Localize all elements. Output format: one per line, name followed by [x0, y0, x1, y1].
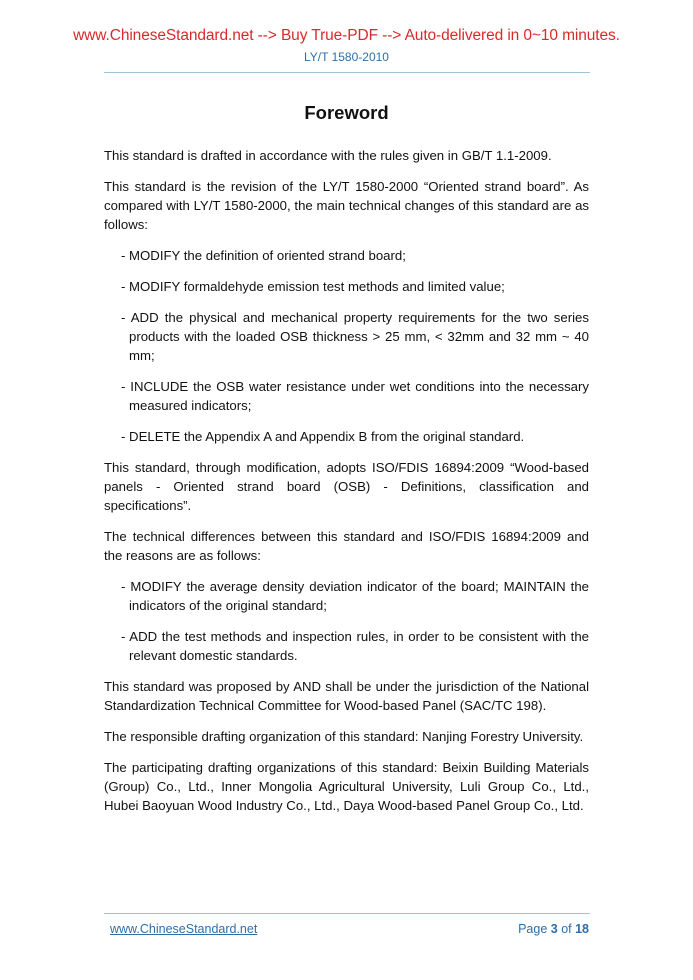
document-body: [104, 146, 589, 827]
paragraph-differences: The technical differences between this standard and ISO/FDIS 16894:2009 and the reasons are as follows:: [104, 529, 589, 563]
page-separator: of: [557, 922, 576, 936]
list-item-difference: - ADD the test methods and inspection rules, in order to be consistent with the relevant domestic standards.: [121, 629, 589, 663]
page-current: 3: [550, 922, 558, 936]
page-total: 18: [575, 922, 589, 936]
page-number: [518, 922, 589, 936]
paragraph-revision: This standard is the revision of the LY/T 1580-2000 “Oriented strand board”. As compared with LY/T 1580-2000, the main technical changes of this standard are as follows:: [104, 179, 589, 232]
footer-website-link[interactable]: www.ChineseStandard.net: [110, 922, 258, 936]
list-item-difference: - MODIFY the average density deviation indicator of the board; MAINTAIN the indicators of the original standard;: [121, 579, 589, 613]
paragraph-adoption: This standard, through modification, adopts ISO/FDIS 16894:2009 “Wood-based panels - Oriented strand board (OSB) - Definitions, classification and specifications”.: [104, 460, 589, 513]
list-item-change: - MODIFY the definition of oriented strand board;: [121, 248, 406, 263]
promo-banner: www.ChineseStandard.net --> Buy True-PDF --> Auto-delivered in 0~10 minutes.: [73, 27, 620, 44]
header-divider: [104, 72, 590, 73]
page-prefix: Page: [518, 922, 551, 936]
paragraph-jurisdiction: This standard was proposed by AND shall be under the jurisdiction of the National Standardization Technical Committee for Wood-based Panel (SAC/TC 198).: [104, 679, 589, 713]
list-item-change: - MODIFY formaldehyde emission test methods and limited value;: [121, 279, 505, 294]
list-item-change: - INCLUDE the OSB water resistance under wet conditions into the necessary measured indicators;: [121, 379, 589, 413]
document-code: LY/T 1580-2010: [304, 50, 389, 64]
list-item-change: - ADD the physical and mechanical property requirements for the two series products with the loaded OSB thickness > 25 mm, < 32mm and 32 mm ~ 40 mm;: [121, 310, 589, 363]
paragraph-responsible-org: The responsible drafting organization of this standard: Nanjing Forestry University.: [104, 729, 584, 744]
page-title: Foreword: [304, 102, 389, 123]
paragraph-drafting-rules: This standard is drafted in accordance with the rules given in GB/T 1.1-2009.: [104, 148, 552, 163]
paragraph-participating-orgs: The participating drafting organizations of this standard: Beixin Building Materials (Group) Co., Ltd., Inner Mongolia Agricultural University, Luli Group Co., Ltd., Hubei Baoyuan Wood Industry Co., Ltd., Daya Wood-based Panel Group Co., Ltd.: [104, 760, 589, 813]
list-item-change: - DELETE the Appendix A and Appendix B from the original standard.: [121, 429, 525, 444]
footer-divider: [104, 913, 590, 914]
